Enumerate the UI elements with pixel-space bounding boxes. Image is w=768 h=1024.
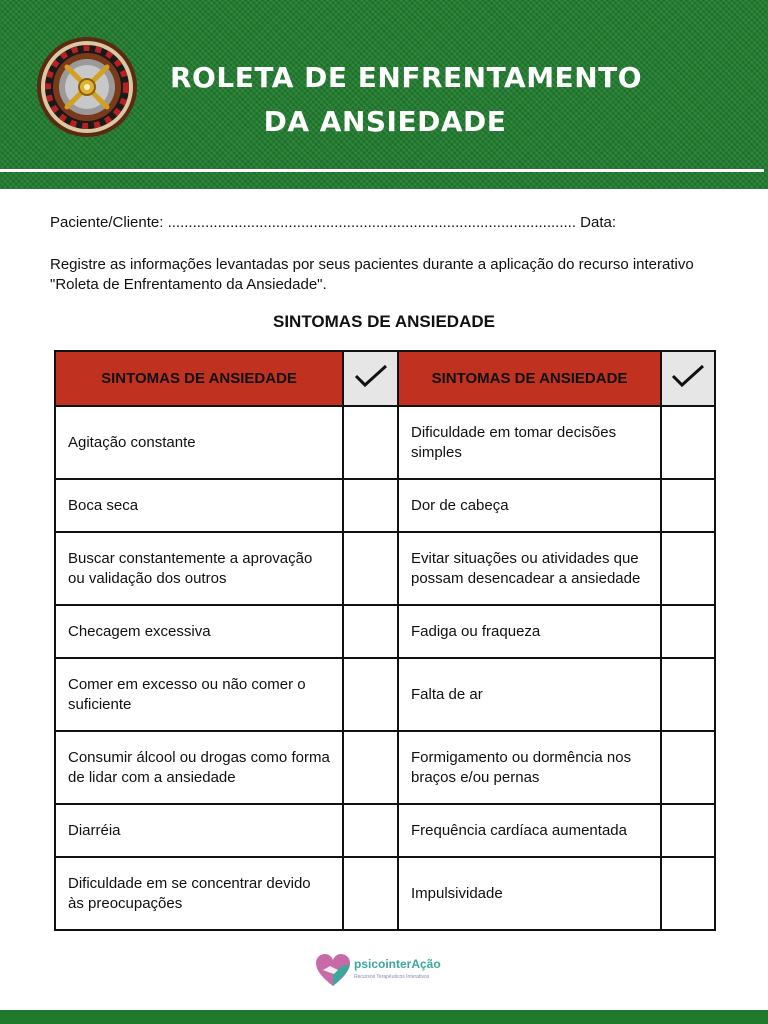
roulette-wheel-icon bbox=[33, 35, 141, 139]
table-row bbox=[55, 479, 715, 532]
symptom-left: Buscar constantemente a aprovação ou validação dos outros bbox=[55, 532, 343, 605]
symptom-right: Dificuldade em tomar decisões simples bbox=[398, 406, 661, 479]
footer-bar bbox=[0, 1010, 768, 1024]
checkbox-left[interactable] bbox=[343, 804, 398, 857]
checkbox-left[interactable] bbox=[343, 406, 398, 479]
heart-handshake-icon bbox=[314, 952, 352, 990]
symptom-right: Impulsividade bbox=[398, 857, 661, 930]
table-row bbox=[55, 605, 715, 658]
checkbox-left[interactable] bbox=[343, 731, 398, 804]
symptom-right: Evitar situações ou atividades que possam desencadear a ansiedade bbox=[398, 532, 661, 605]
table-row bbox=[55, 406, 715, 479]
table-row bbox=[55, 804, 715, 857]
header-divider bbox=[0, 169, 764, 172]
symptom-left: Diarréia bbox=[55, 804, 343, 857]
logo-name: psicointerAção bbox=[354, 957, 441, 971]
header-right: SINTOMAS DE ANSIEDADE bbox=[398, 351, 661, 406]
section-title: SINTOMAS DE ANSIEDADE bbox=[273, 312, 495, 331]
checkbox-left[interactable] bbox=[343, 605, 398, 658]
patient-date-line bbox=[50, 214, 616, 231]
symptom-left: Boca seca bbox=[55, 479, 343, 532]
header-left: SINTOMAS DE ANSIEDADE bbox=[55, 351, 343, 406]
title-line-2: DA ANSIEDADE bbox=[263, 105, 507, 138]
checkmark-icon bbox=[353, 362, 389, 390]
intro-text: Registre as informações levantadas por seus pacientes durante a aplicação do recurso interativo "Roleta de Enfrentamento da Ansiedade". bbox=[50, 256, 694, 293]
checkbox-left[interactable] bbox=[343, 479, 398, 532]
table-row bbox=[55, 532, 715, 605]
table-header-row bbox=[55, 351, 715, 406]
checkbox-right[interactable] bbox=[661, 532, 715, 605]
check-header-right bbox=[661, 351, 715, 406]
checkbox-left[interactable] bbox=[343, 857, 398, 930]
checkbox-right[interactable] bbox=[661, 804, 715, 857]
checkbox-right[interactable] bbox=[661, 731, 715, 804]
patient-field[interactable]: .................................................................................................. bbox=[167, 214, 576, 231]
checkbox-right[interactable] bbox=[661, 406, 715, 479]
checkbox-right[interactable] bbox=[661, 857, 715, 930]
table-row bbox=[55, 658, 715, 731]
symptom-left: Consumir álcool ou drogas como forma de lidar com a ansiedade bbox=[55, 731, 343, 804]
checkbox-right[interactable] bbox=[661, 658, 715, 731]
symptom-left: Comer em excesso ou não comer o suficiente bbox=[55, 658, 343, 731]
symptom-left: Agitação constante bbox=[55, 406, 343, 479]
symptom-right: Fadiga ou fraqueza bbox=[398, 605, 661, 658]
page-title bbox=[170, 56, 643, 144]
title-line-1: ROLETA DE ENFRENTAMENTO bbox=[170, 61, 643, 94]
checkbox-right[interactable] bbox=[661, 479, 715, 532]
symptoms-table bbox=[54, 350, 716, 931]
page-header bbox=[0, 0, 768, 189]
symptom-left: Dificuldade em se concentrar devido às preocupações bbox=[55, 857, 343, 930]
checkbox-right[interactable] bbox=[661, 605, 715, 658]
checkbox-left[interactable] bbox=[343, 658, 398, 731]
symptom-left: Checagem excessiva bbox=[55, 605, 343, 658]
symptom-right: Dor de cabeça bbox=[398, 479, 661, 532]
logo-tagline: Recursos Terapêuticos Interativos bbox=[354, 974, 430, 980]
table-row bbox=[55, 857, 715, 930]
symptom-right: Frequência cardíaca aumentada bbox=[398, 804, 661, 857]
symptom-right: Falta de ar bbox=[398, 658, 661, 731]
checkmark-icon bbox=[670, 362, 706, 390]
table-row bbox=[55, 731, 715, 804]
checkbox-left[interactable] bbox=[343, 532, 398, 605]
brand-logo bbox=[314, 952, 464, 992]
symptom-right: Formigamento ou dormência nos braços e/ou pernas bbox=[398, 731, 661, 804]
check-header-left bbox=[343, 351, 398, 406]
date-label: Data: bbox=[580, 214, 617, 231]
patient-label: Paciente/Cliente: bbox=[50, 214, 164, 231]
